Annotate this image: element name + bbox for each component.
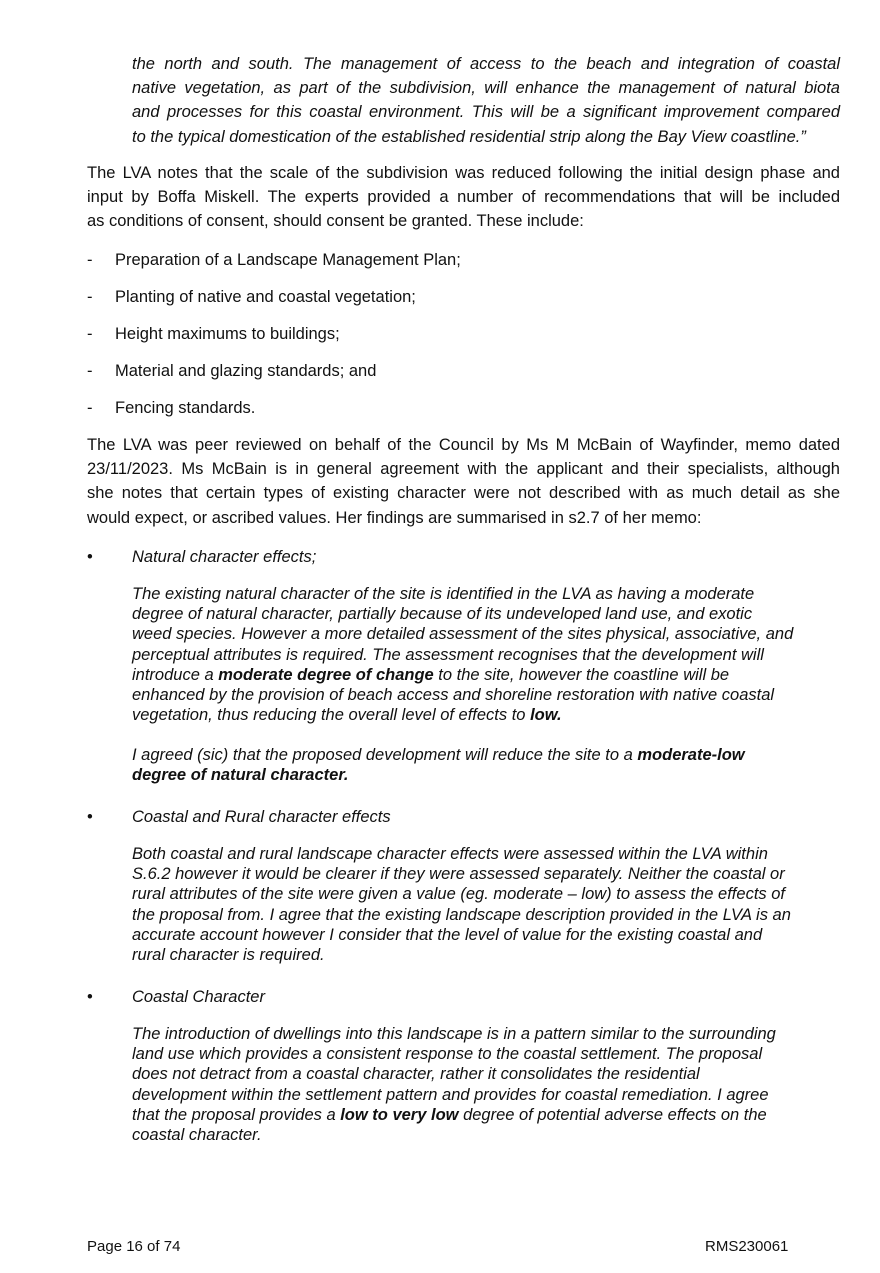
text-run: that the proposal provides a — [132, 1105, 341, 1124]
text-line — [132, 765, 844, 785]
emphasis-text: degree of natural character. — [132, 766, 349, 785]
quote-line: native vegetation, as part of the subdivision, will enhance the management of natural biota — [132, 79, 840, 98]
text-line — [132, 745, 844, 765]
text-line: degree of natural character, partially because of its undeveloped land use, and exotic — [132, 605, 753, 624]
text-line — [132, 705, 844, 725]
text-line: rural attributes of the site were given a value (eg. moderate – low) to assess the effects of — [132, 885, 785, 904]
emphasis-text: low to very low — [340, 1105, 459, 1124]
page-number: Page 16 of 74 — [87, 1238, 181, 1255]
text-line: enhanced by the provision of beach access and shoreline restoration with native coastal — [132, 686, 775, 705]
text-line: S.6.2 however it would be clearer if they were assessed separately. Neither the coastal or — [132, 865, 785, 884]
text-line: weed species. However a more detailed assessment of the sites physical, associative, and — [132, 625, 794, 644]
text-line: land use which provides a consistent response to the coastal settlement. The proposal — [132, 1045, 763, 1064]
paragraph-line: would expect, or ascribed values. Her findings are summarised in s2.7 of her memo: — [87, 508, 702, 527]
dash-marker: - — [87, 362, 93, 380]
paragraph-line: The LVA was peer reviewed on behalf of the Council by Ms M McBain of Wayfinder, memo dated — [87, 436, 840, 454]
text-run: vegetation, thus reducing the overall level of effects to — [132, 706, 531, 725]
text-line — [132, 665, 844, 685]
emphasis-text: moderate degree of change — [218, 665, 434, 684]
text-run: to the site, however the coastline will be — [433, 665, 730, 684]
intro-paragraph — [87, 161, 840, 234]
quote-line: and processes for this coastal environment. This will be a significant improvement compared — [132, 103, 840, 122]
text-line: does not detract from a coastal character, rather it consolidates the residential — [132, 1065, 700, 1084]
finding-natural-conclusion — [132, 745, 844, 785]
text-line: The introduction of dwellings into this landscape is in a pattern similar to the surrounding — [132, 1025, 776, 1043]
text-line: perceptual attributes is required. The assessment recognises that the development will — [132, 645, 764, 664]
list-item-text: Material and glazing standards; and — [115, 362, 377, 380]
paragraph-line: input by Boffa Miskell. The experts provided a number of recommendations that will be included — [87, 188, 840, 207]
finding-coastal-rural-text — [132, 844, 844, 965]
list-item-text: Height maximums to buildings; — [115, 325, 340, 343]
text-line: development within the settlement pattern and provides for coastal remediation. I agree — [132, 1085, 769, 1104]
text-line: Both coastal and rural landscape character effects were assessed within the LVA within — [132, 845, 768, 863]
text-line — [132, 1105, 844, 1125]
text-run: I agreed (sic) that the proposed development will reduce the site to a — [132, 746, 638, 764]
dash-marker: - — [87, 251, 93, 269]
emphasis-text: moderate-low — [637, 746, 745, 764]
text-line: accurate account however I consider that the level of value for the existing coastal and — [132, 925, 763, 944]
emphasis-text: low. — [530, 706, 562, 725]
quote-line: the north and south. The management of access to the beach and integration of coastal — [132, 55, 840, 73]
text-line: rural character is required. — [132, 946, 325, 965]
bullet-marker: • — [87, 808, 93, 826]
finding-natural-text — [132, 584, 844, 725]
text-run: degree of potential adverse effects on the — [458, 1105, 767, 1124]
dash-marker: - — [87, 288, 93, 306]
text-line: coastal character. — [132, 1126, 262, 1145]
document-reference: RMS230061 — [705, 1238, 789, 1255]
dash-marker: - — [87, 325, 93, 343]
finding-coastal-text — [132, 1024, 844, 1145]
list-item-text: Fencing standards. — [115, 399, 256, 417]
quote-line: to the typical domestication of the established residential strip along the Bay View coastline.” — [132, 127, 806, 146]
paragraph-line: she notes that certain types of existing character were not described with as much detail as she — [87, 484, 840, 503]
finding-heading: Coastal and Rural character effects — [132, 808, 391, 826]
quoted-passage — [132, 52, 840, 149]
text-run: introduce a — [132, 665, 219, 684]
finding-heading: Natural character effects; — [132, 548, 317, 566]
list-item-text: Planting of native and coastal vegetation; — [115, 288, 416, 306]
list-item-text: Preparation of a Landscape Management Plan; — [115, 251, 461, 269]
dash-marker: - — [87, 399, 93, 417]
paragraph-line: 23/11/2023. Ms McBain is in general agreement with the applicant and their specialists, although — [87, 460, 840, 479]
bullet-marker: • — [87, 548, 93, 566]
review-paragraph — [87, 433, 840, 530]
text-line: the proposal from. I agree that the existing landscape description provided in the LVA is an — [132, 905, 791, 924]
paragraph-line: as conditions of consent, should consent be granted. These include: — [87, 212, 584, 231]
bullet-marker: • — [87, 988, 93, 1006]
finding-heading: Coastal Character — [132, 988, 265, 1006]
paragraph-line: The LVA notes that the scale of the subdivision was reduced following the initial design phase and — [87, 164, 840, 182]
text-line: The existing natural character of the site is identified in the LVA as having a moderate — [132, 585, 755, 603]
